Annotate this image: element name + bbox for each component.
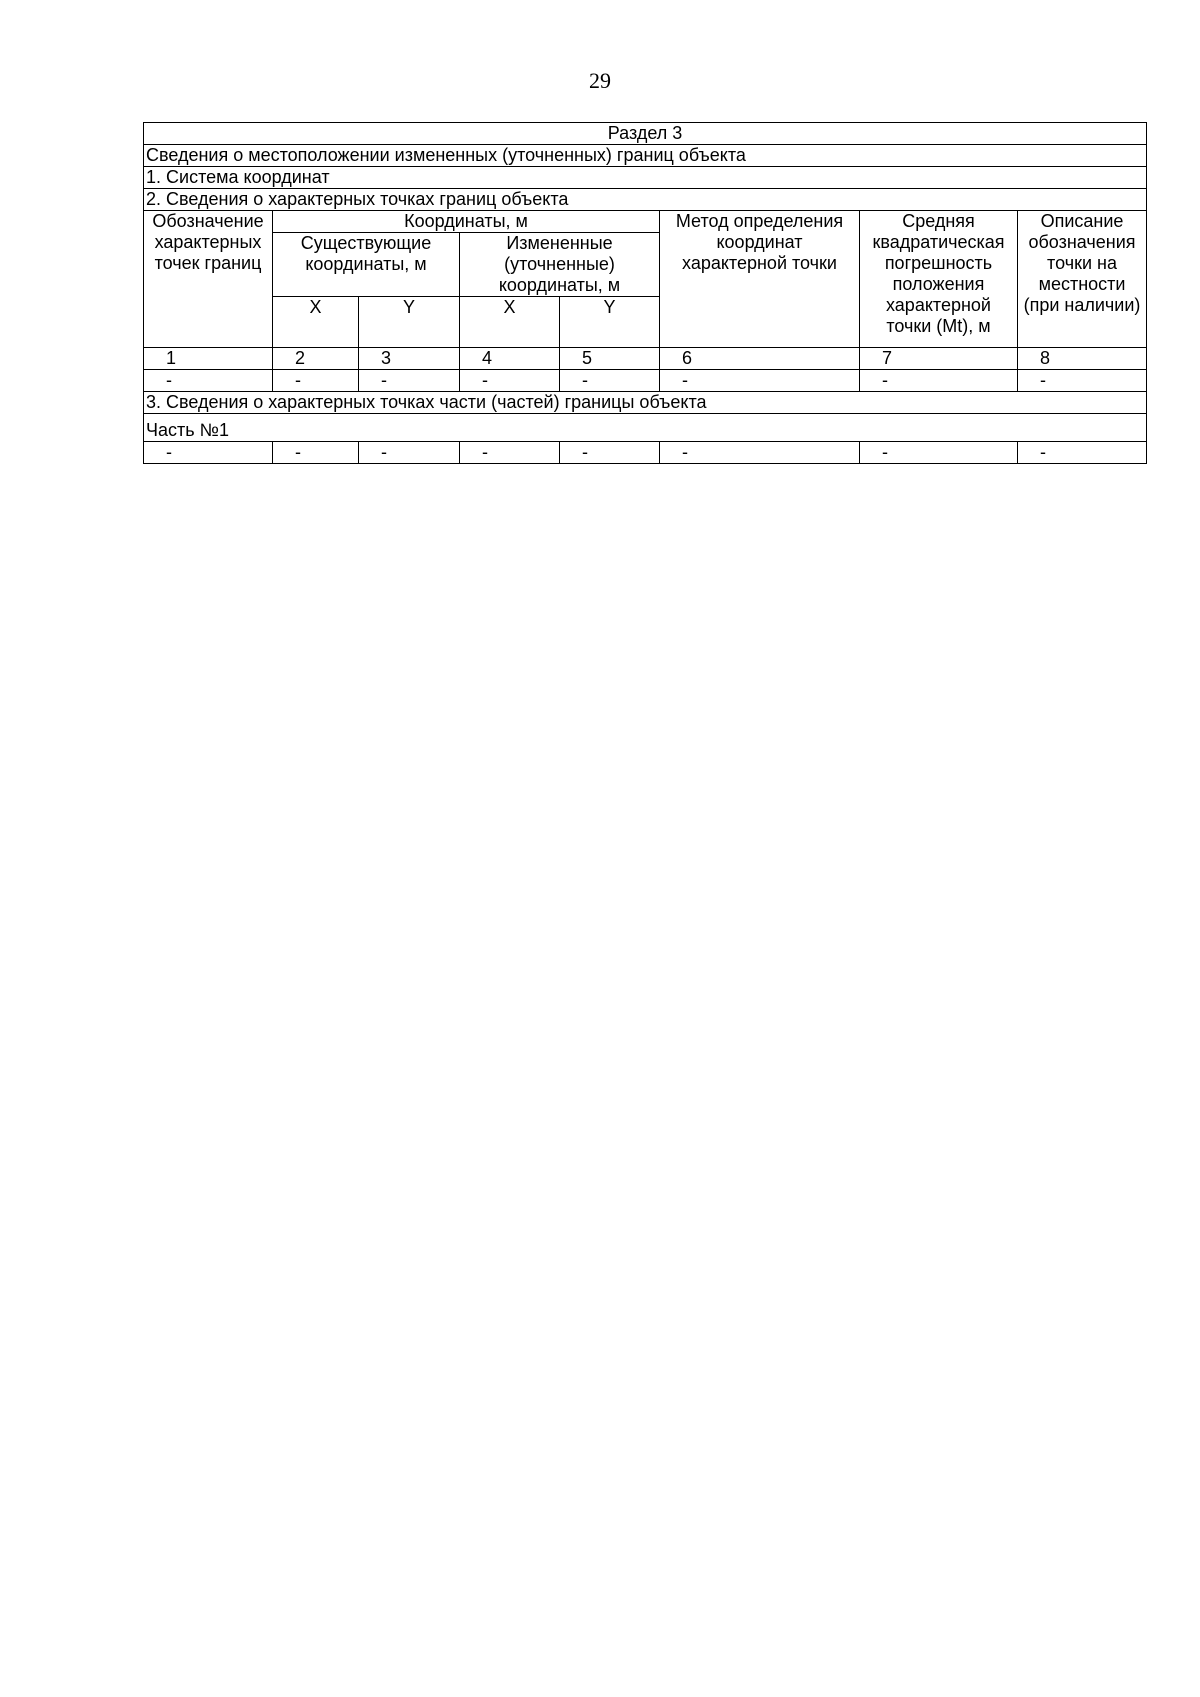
table-cell: - — [359, 442, 460, 464]
table-cell: - — [560, 370, 660, 392]
table-cell: - — [1018, 370, 1147, 392]
table-row — [144, 442, 1147, 464]
table-row — [144, 370, 1147, 392]
table-cell: - — [1018, 442, 1147, 464]
section-subtitle: Сведения о местоположении измененных (уточненных) границ объекта — [144, 145, 1147, 167]
section-title: Раздел 3 — [144, 123, 1147, 145]
table-cell: - — [460, 370, 560, 392]
header-changed-y: Y — [560, 297, 660, 348]
header-method: Метод определения координат характерной точки — [660, 211, 860, 348]
column-number: 5 — [560, 348, 660, 370]
boundary-points-heading: 2. Сведения о характерных точках границ объекта — [144, 189, 1147, 211]
header-changed-coordinates: Измененные (уточненные) координаты, м — [460, 233, 660, 297]
table-cell: - — [359, 370, 460, 392]
header-coordinates: Координаты, м — [273, 211, 660, 233]
header-existing-x: X — [273, 297, 359, 348]
part-label: Часть №1 — [144, 414, 1147, 442]
table-cell: - — [144, 442, 273, 464]
coordinate-system-row: 1. Система координат — [144, 167, 1147, 189]
boundary-points-table — [143, 122, 1147, 464]
table-cell: - — [660, 442, 860, 464]
table-cell: - — [660, 370, 860, 392]
header-changed-x: X — [460, 297, 560, 348]
header-point-designation: Обозначение характерных точек границ — [144, 211, 273, 348]
column-number: 2 — [273, 348, 359, 370]
page-number: 29 — [589, 68, 611, 93]
table-cell: - — [460, 442, 560, 464]
table-cell: - — [860, 370, 1018, 392]
table-cell: - — [860, 442, 1018, 464]
header-description: Описание обозначения точки на местности (при наличии) — [1018, 211, 1147, 348]
column-number: 3 — [359, 348, 460, 370]
table-cell: - — [273, 370, 359, 392]
header-existing-coordinates: Существующие координаты, м — [273, 233, 460, 297]
column-number: 7 — [860, 348, 1018, 370]
column-number: 6 — [660, 348, 860, 370]
table-cell: - — [273, 442, 359, 464]
table-cell: - — [560, 442, 660, 464]
column-number: 4 — [460, 348, 560, 370]
header-existing-y: Y — [359, 297, 460, 348]
column-number: 8 — [1018, 348, 1147, 370]
part-points-heading: 3. Сведения о характерных точках части (частей) границы объекта — [144, 392, 1147, 414]
header-accuracy: Средняя квадратическая погрешность положения характерной точки (Mt), м — [860, 211, 1018, 348]
table-cell: - — [144, 370, 273, 392]
column-number: 1 — [144, 348, 273, 370]
